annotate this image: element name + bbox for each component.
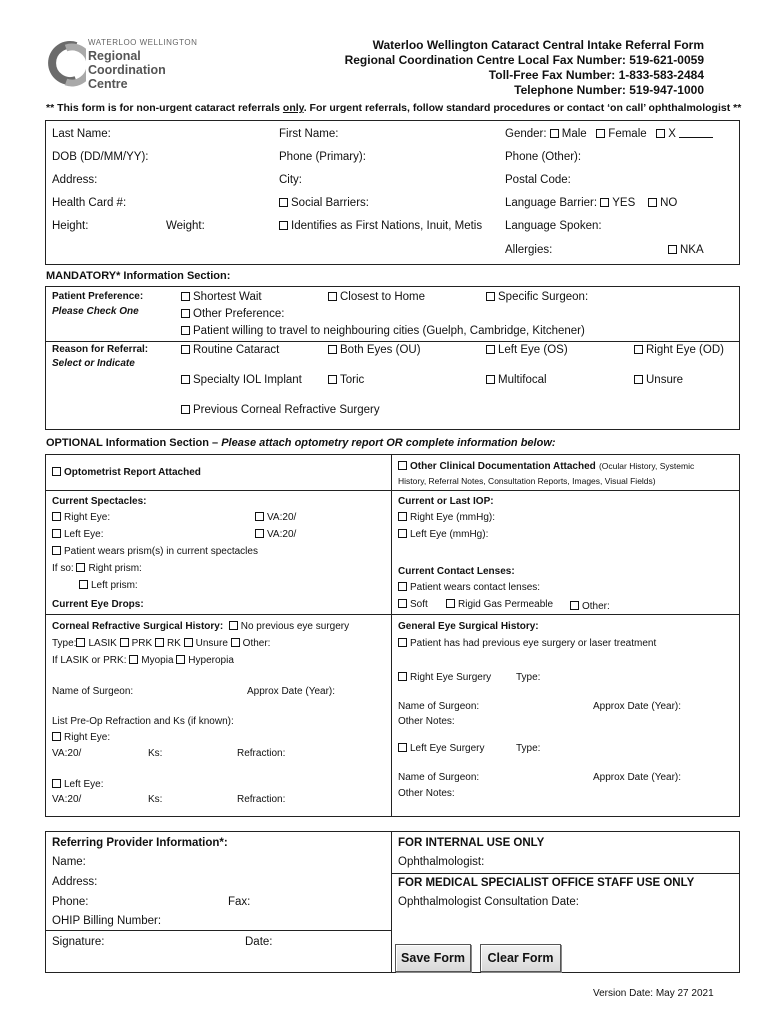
corneal-surgeon-name[interactable]: Name of Surgeon: [52,686,134,697]
logo-line1: WATERLOO WELLINGTON [88,38,198,47]
x-checkbox[interactable] [656,129,665,138]
mandatory-divider [45,341,740,342]
right-prism-checkbox[interactable] [76,563,85,572]
tollfree-number: Toll-Free Fax Number: 1-833-583-2484 [488,68,704,82]
preop-left-checkbox[interactable] [52,779,61,788]
prism-checkbox[interactable] [52,546,61,555]
first-nations-checkbox[interactable] [279,221,288,230]
mandatory-section-title: MANDATORY* Information Section: [46,270,231,282]
iop-left-eye[interactable]: Left Eye (mmHg): [398,529,488,540]
iop-left-checkbox[interactable] [398,529,407,538]
date-field[interactable]: Date: [245,936,273,948]
left-eye-surgery-checkbox[interactable] [398,743,407,752]
specialty-iol-checkbox[interactable] [181,375,190,384]
spectacles-right-checkbox[interactable] [52,512,61,521]
lasik-checkbox[interactable] [76,638,85,647]
form-title: Waterloo Wellington Cataract Central Intake Referral Form [372,38,704,52]
language-spoken-field[interactable]: Language Spoken: [505,220,602,232]
male-checkbox[interactable] [550,129,559,138]
spectacles-left-va[interactable]: VA:20/ [255,529,296,540]
prev-corneal-checkbox[interactable] [181,405,190,414]
other-docs-note: History, Referral Notes, Consultation Reports, Images, Visual Fields) [398,476,656,486]
ohip-billing-field[interactable]: OHIP Billing Number: [52,915,162,927]
wears-contacts-checkbox[interactable] [398,582,407,591]
form-header [345,38,704,98]
both-eyes-option[interactable]: Both Eyes (OU) [328,344,421,356]
wears-contacts-option[interactable]: Patient wears contact lenses: [398,582,540,593]
language-yes-checkbox[interactable] [600,198,609,207]
rigid-checkbox[interactable] [446,599,455,608]
logo-line4: Centre [88,77,128,91]
right-prism-option[interactable]: If so: Right prism: [52,563,142,574]
first-nations-field[interactable]: Identifies as First Nations, Inuit, Metis [279,220,482,232]
myopia-checkbox[interactable] [129,655,138,664]
routine-cataract-option[interactable]: Routine Cataract [181,344,279,356]
preop-left-eye[interactable]: Left Eye: [52,779,103,790]
optional-row-divider-1 [45,490,740,491]
routine-cataract-checkbox[interactable] [181,345,190,354]
spectacles-left-checkbox[interactable] [52,529,61,538]
right-eye-checkbox[interactable] [634,345,643,354]
telephone-number: Telephone Number: 519-947-1000 [514,83,704,97]
left-approx-date[interactable]: Approx Date (Year): [593,772,682,783]
allergies-field[interactable]: Allergies: [505,244,553,256]
dob-field[interactable]: DOB (DD/MM/YY): [52,151,149,163]
preop-left-ks[interactable]: Ks: [148,794,163,805]
shortest-wait-option[interactable]: Shortest Wait [181,291,262,303]
right-eye-surgery-option[interactable]: Right Eye Surgery [398,672,491,683]
gender-x-blank[interactable] [679,128,713,138]
spectacles-right-va-checkbox[interactable] [255,512,264,521]
weight-field[interactable]: Weight: [166,220,205,232]
patient-info-box [45,120,740,265]
soft-option[interactable]: Soft [398,599,428,610]
gender-field[interactable]: Gender: Male Female X [505,128,713,140]
corneal-history-heading: Corneal Refractive Surgical History: No previous eye surgery [52,621,350,632]
internal-divider [391,873,740,874]
consult-date-field[interactable]: Ophthalmologist Consultation Date: [398,896,579,908]
right-eye-surgery-checkbox[interactable] [398,672,407,681]
spectacles-right-va[interactable]: VA:20/ [255,512,296,523]
internal-use-heading: FOR INTERNAL USE ONLY [398,837,545,849]
prev-surgery-option[interactable]: Patient has had previous eye surgery or laser treatment [398,638,656,649]
spectacles-left-eye[interactable]: Left Eye: [52,529,103,540]
soft-checkbox[interactable] [398,599,407,608]
closest-home-checkbox[interactable] [328,292,337,301]
phone-primary-field[interactable]: Phone (Primary): [279,151,366,163]
other-docs-checkbox[interactable] [398,461,407,470]
shortest-wait-checkbox[interactable] [181,292,190,301]
other-type-checkbox[interactable] [231,638,240,647]
general-history-heading: General Eye Surgical History: [398,621,539,632]
unsure-option[interactable]: Unsure [634,374,683,386]
right-eye-option[interactable]: Right Eye (OD) [634,344,724,356]
health-card-field[interactable]: Health Card #: [52,197,127,209]
other-contact-option[interactable]: Other: [570,601,610,612]
optometrist-report-checkbox[interactable] [52,467,61,476]
optional-row-divider-2 [45,614,740,615]
city-field[interactable]: City: [279,174,302,186]
left-prism-checkbox[interactable] [79,580,88,589]
specific-surgeon-checkbox[interactable] [486,292,495,301]
provider-name-field[interactable]: Name: [52,856,86,868]
patient-preference-label: Patient Preference: [52,291,144,302]
address-field[interactable]: Address: [52,174,98,186]
other-preference-option[interactable]: Other Preference: [181,308,284,320]
preop-right-checkbox[interactable] [52,732,61,741]
provider-fax-field[interactable]: Fax: [228,896,251,908]
current-spectacles-heading: Current Spectacles: [52,496,147,507]
social-barriers-checkbox[interactable] [279,198,288,207]
provider-signature-divider [45,930,391,931]
version-date: Version Date: May 27 2021 [593,988,714,999]
specific-surgeon-option[interactable]: Specific Surgeon: [486,291,588,303]
prev-surgery-checkbox[interactable] [398,638,407,647]
social-barriers-field[interactable]: Social Barriers: [279,197,369,209]
iop-right-checkbox[interactable] [398,512,407,521]
left-surgeon-name[interactable]: Name of Surgeon: [398,772,480,783]
provider-center-divider [391,831,392,973]
urgent-notice: ** This form is for non-urgent cataract referrals only. For urgent referrals, follow standard procedures or contact ‘on call’ ophthalmologist ** [46,102,742,114]
preop-right-refraction[interactable]: Refraction: [237,748,286,759]
preop-right-ks[interactable]: Ks: [148,748,163,759]
corneal-approx-date[interactable]: Approx Date (Year): [247,686,336,697]
nka-checkbox[interactable] [668,245,677,254]
travel-checkbox[interactable] [181,326,190,335]
unsure-type-checkbox[interactable] [184,638,193,647]
provider-box [45,831,740,973]
optional-box [45,454,740,817]
phone-other-field[interactable]: Phone (Other): [505,151,582,163]
language-barrier-field[interactable]: Language Barrier: YES NO [505,197,678,209]
optometrist-report-option[interactable]: Optometrist Report Attached [52,467,201,478]
logo-line3: Coordination [88,63,166,77]
specialist-heading: FOR MEDICAL SPECIALIST OFFICE STAFF USE ONLY [398,877,695,889]
toric-option[interactable]: Toric [328,374,364,386]
hyperopia-checkbox[interactable] [176,655,185,664]
right-surgery-type[interactable]: Type: [516,672,541,683]
last-name-field[interactable]: Last Name: [52,128,111,140]
right-other-notes[interactable]: Other Notes: [398,716,455,727]
current-iop-heading: Current or Last IOP: [398,496,494,507]
logo-mark-icon [46,40,86,92]
left-eye-surgery-option[interactable]: Left Eye Surgery [398,743,484,754]
current-eye-drops-heading: Current Eye Drops: [52,599,144,610]
prism-option[interactable]: Patient wears prism(s) in current spectacles [52,546,258,557]
contact-lenses-heading: Current Contact Lenses: [398,566,515,577]
optional-section-title: OPTIONAL Information Section – Please attach optometry report OR complete information below: [46,437,556,449]
left-prism-option[interactable]: Left prism: [79,580,138,591]
nka-field[interactable]: NKA [668,244,704,256]
right-approx-date[interactable]: Approx Date (Year): [593,701,682,712]
other-contact-checkbox[interactable] [570,601,579,610]
rk-checkbox[interactable] [155,638,164,647]
specialty-iol-option[interactable]: Specialty IOL Implant [181,374,302,386]
provider-address-field[interactable]: Address: [52,876,98,888]
both-eyes-checkbox[interactable] [328,345,337,354]
iop-right-eye[interactable]: Right Eye (mmHg): [398,512,495,523]
save-form-button[interactable]: Save Form [395,944,471,972]
logo-line2: Regional [88,49,141,63]
lasik-prk-options[interactable]: If LASIK or PRK: Myopia Hyperopia [52,655,234,666]
first-name-field[interactable]: First Name: [279,128,339,140]
travel-option[interactable]: Patient willing to travel to neighbouring cities (Guelph, Cambridge, Kitchener) [181,325,585,337]
preop-right-eye[interactable]: Right Eye: [52,732,110,743]
left-eye-checkbox[interactable] [486,345,495,354]
left-other-notes[interactable]: Other Notes: [398,788,455,799]
unsure-checkbox[interactable] [634,375,643,384]
spectacles-right-eye[interactable]: Right Eye: [52,512,110,523]
multifocal-checkbox[interactable] [486,375,495,384]
height-field[interactable]: Height: [52,220,89,232]
toric-checkbox[interactable] [328,375,337,384]
closest-home-option[interactable]: Closest to Home [328,291,425,303]
prk-checkbox[interactable] [120,638,129,647]
spectacles-left-va-checkbox[interactable] [255,529,264,538]
prev-corneal-option[interactable]: Previous Corneal Refractive Surgery [181,404,380,416]
signature-field[interactable]: Signature: [52,936,105,948]
clear-form-button[interactable]: Clear Form [480,944,561,972]
fax-number: Regional Coordination Centre Local Fax Number: 519-621-0059 [344,53,704,67]
left-eye-option[interactable]: Left Eye (OS) [486,344,568,356]
corneal-type-options[interactable]: Type: LASIK PRK RK Unsure Other: [52,638,271,649]
preop-refraction-label: List Pre-Op Refraction and Ks (if known): [52,716,234,727]
language-no-checkbox[interactable] [648,198,657,207]
preop-right-va[interactable]: VA:20/ [52,748,82,759]
please-check-one: Please Check One [52,306,139,317]
preop-left-refraction[interactable]: Refraction: [237,794,286,805]
mandatory-box [45,286,740,430]
other-docs-option[interactable]: Other Clinical Documentation Attached (Ocular History, Systemic [398,460,694,472]
provider-heading: Referring Provider Information*: [52,837,228,849]
female-checkbox[interactable] [596,129,605,138]
provider-phone-field[interactable]: Phone: [52,896,89,908]
select-or-indicate: Select or Indicate [52,358,135,369]
logo [46,38,206,96]
optional-center-divider [391,454,392,817]
no-prev-surgery-checkbox[interactable] [229,621,238,630]
right-surgeon-name[interactable]: Name of Surgeon: [398,701,480,712]
preop-left-va[interactable]: VA:20/ [52,794,82,805]
left-surgery-type[interactable]: Type: [516,743,541,754]
ophthalmologist-field[interactable]: Ophthalmologist: [398,856,485,868]
postal-code-field[interactable]: Postal Code: [505,174,571,186]
other-preference-checkbox[interactable] [181,309,190,318]
reason-label: Reason for Referral: [52,344,149,355]
multifocal-option[interactable]: Multifocal [486,374,547,386]
rigid-option[interactable]: Rigid Gas Permeable [446,599,553,610]
